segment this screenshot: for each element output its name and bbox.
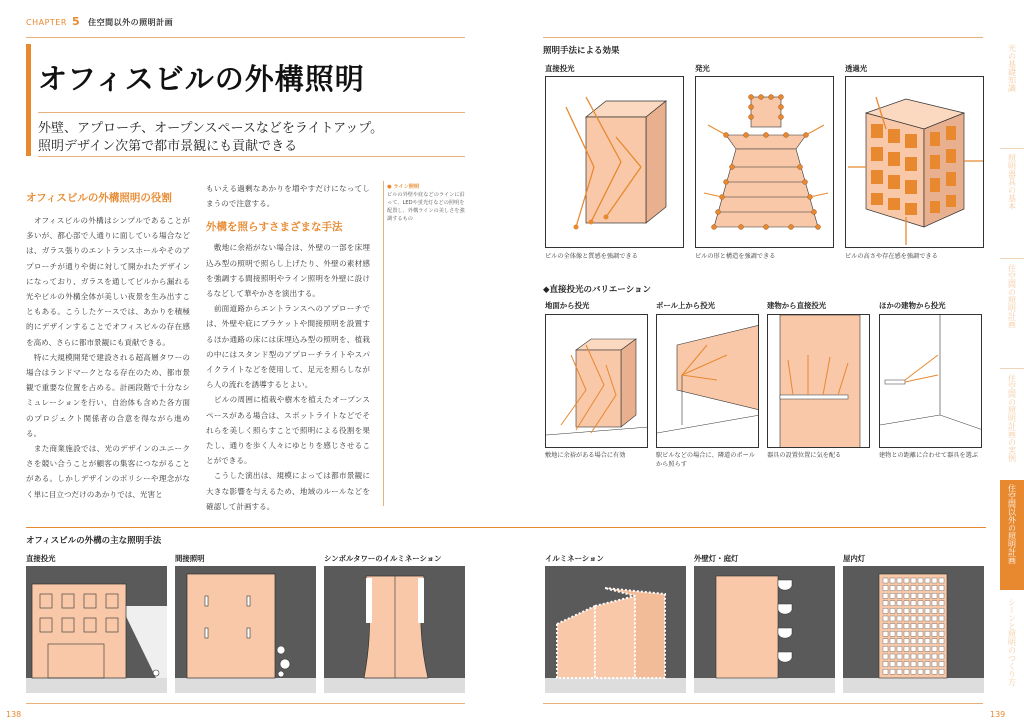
window-cell	[939, 654, 944, 659]
window-cell	[939, 593, 944, 598]
section-methods-para-2: 前面道路からエントランスへのアプローチでは、外壁や庇にブラケットや間接照明を設置するほか通路の床には床埋込み型の照明を、植栽の中にはスタンド型のアプローチライトやスパイクライトなどを使用して、足元を照らしながら人の流れを誘導するとよい。	[206, 304, 370, 390]
window-cell	[925, 616, 930, 621]
window-cell	[939, 639, 944, 644]
window-cell	[918, 601, 923, 606]
side-tab-5[interactable]: 住空間以外の照明計画	[1000, 480, 1024, 590]
footer-rule-right	[543, 703, 983, 704]
window-cell	[890, 616, 895, 621]
method-indoor-label: 屋内灯	[843, 554, 866, 563]
window-cell	[932, 601, 937, 606]
side-tab-sep	[1000, 148, 1024, 149]
window-cell	[911, 578, 916, 583]
lead-text	[38, 120, 383, 156]
window-cell	[932, 654, 937, 659]
chapter-word: CHAPTER	[26, 18, 67, 27]
window-cell	[904, 662, 909, 667]
effect-glow-illustration	[695, 76, 834, 248]
effects-heading: 照明手法による効果	[543, 46, 620, 56]
window-cell	[897, 646, 902, 651]
window-cell	[918, 639, 923, 644]
right-header-rule	[543, 37, 983, 38]
variation-pole-caption: 駅ビルなどの場合に、隣道のポールから照らす	[656, 452, 755, 468]
window-cell	[939, 586, 944, 591]
window-cell	[890, 631, 895, 636]
section-role-para-3: また商業施設では、光のデザインのユニークさを競い合うことが顧客の集客につながることがある。しかしデザインのポリシーや理念がなく単に目立つだけのあかりでは、光害と	[26, 444, 190, 499]
window-cell	[890, 593, 895, 598]
window-cell	[904, 593, 909, 598]
window-cell	[911, 639, 916, 644]
section-methods-para-3: ビルの周囲に植栽や樹木を植えたオープンスペースがある場合は、スポットライトなどでそれらを美しく照らすことで照明による役割を果たし、通りを歩く人々にゆとりを感じさせることができる。	[206, 395, 370, 466]
window-cell	[911, 646, 916, 651]
effect-glow-label: 発光	[695, 64, 710, 73]
window-cell	[897, 593, 902, 598]
side-tab-2[interactable]: 照明器具の基本	[1007, 154, 1017, 210]
window-cell	[890, 624, 895, 629]
lead-rule	[38, 156, 465, 157]
window-cell	[939, 578, 944, 583]
window-cell	[911, 601, 916, 606]
window-cell	[939, 662, 944, 667]
window-cell	[925, 601, 930, 606]
window-cell	[904, 654, 909, 659]
window-cell	[925, 586, 930, 591]
window-cell	[883, 624, 888, 629]
window-cell	[932, 593, 937, 598]
section-methods-para-1: 敷地に余裕がない場合は、外壁の一部を床埋込み型の照明で照らし上げたり、外壁の素材感を強調する間接照明やライン照明を外壁に設けるなどして華やかさを演出する。	[206, 243, 370, 299]
method-tower-label: シンボルタワーのイルミネーション	[324, 554, 442, 563]
window-cell	[890, 608, 895, 613]
method-indirect-label: 間接照明	[175, 554, 205, 563]
side-tab-1[interactable]: 光の基礎知識	[1007, 44, 1017, 92]
window-cell	[932, 646, 937, 651]
window-cell	[897, 662, 902, 667]
window-cell	[897, 601, 902, 606]
window-cell	[897, 631, 902, 636]
method-direct-label: 直接投光	[26, 554, 56, 563]
section-methods-intro: もいえる過剰なあかりを増やすだけになってしまうので注意する。	[206, 184, 370, 209]
window-cell	[904, 601, 909, 606]
window-cell	[904, 586, 909, 591]
window-cell	[925, 639, 930, 644]
section-methods	[206, 181, 370, 514]
window-cell	[925, 593, 930, 598]
window-cell	[890, 646, 895, 651]
window-cell	[911, 593, 916, 598]
window-cell	[890, 586, 895, 591]
window-cell	[904, 616, 909, 621]
side-note-title: ● ライン照明	[387, 184, 420, 190]
method-tower-illustration	[324, 566, 465, 693]
window-cell	[932, 578, 937, 583]
window-cell	[883, 631, 888, 636]
window-cell	[890, 601, 895, 606]
window-cell	[939, 616, 944, 621]
window-cell	[904, 639, 909, 644]
chapter-label	[26, 15, 173, 28]
method-indirect-illustration	[175, 566, 316, 693]
window-cell	[883, 662, 888, 667]
window-cell	[925, 654, 930, 659]
section-methods-para-4: こうした演出は、規模によっては都市景観に大きな影響を与えるため、地域のルールなどを確認して計画する。	[206, 471, 370, 511]
window-cell	[925, 608, 930, 613]
window-cell	[911, 669, 916, 674]
page-number-left: 138	[6, 710, 22, 719]
window-cell	[932, 616, 937, 621]
window-cell	[918, 616, 923, 621]
method-wall-light-label: 外壁灯・庭灯	[694, 554, 739, 563]
window-cell	[897, 578, 902, 583]
window-cell	[918, 578, 923, 583]
section-role-heading: オフィスビルの外構照明の役割	[26, 192, 172, 204]
window-cell	[911, 608, 916, 613]
window-cell	[897, 639, 902, 644]
window-cell	[897, 608, 902, 613]
effect-transmit-label: 透過光	[845, 64, 868, 73]
window-cell	[897, 616, 902, 621]
effect-transmit-illustration	[845, 76, 984, 248]
effect-transmit-caption: ビルの高さや存在感を強調できる	[845, 253, 938, 260]
window-cell	[918, 631, 923, 636]
page-title: オフィスビルの外構照明	[38, 62, 365, 96]
window-cell	[883, 616, 888, 621]
window-cell	[932, 669, 937, 674]
effect-direct-caption: ビルの全体像と質感を強調できる	[545, 253, 638, 260]
side-tab-sep	[1000, 368, 1024, 369]
window-cell	[918, 593, 923, 598]
window-cell	[925, 669, 930, 674]
window-cell	[939, 669, 944, 674]
section-role	[26, 190, 190, 502]
section-role-para-1: オフィスビルの外構はシンプルであることが多いが、都心部で人通りに面している場合などは、ガラス張りのエントランスホールやそのアプローチが通りや街に対して開かれたデザインになっており、ガラスを通してビルから漏れる光やビルの外構全体が美しい夜景を生み出すこともある。こうしたケースでは、あかりを積極的にデザインすることでオフィスビルの存在感を高め、さらに都市景観にも貢献できる。	[26, 216, 190, 347]
variation-ground-illustration	[545, 314, 648, 448]
side-tab-sep	[1000, 258, 1024, 259]
title-accent-bar	[26, 44, 31, 156]
window-cell	[883, 593, 888, 598]
window-cell	[904, 646, 909, 651]
window-cell	[911, 616, 916, 621]
effect-direct-label: 直接投光	[545, 64, 575, 73]
side-tab-4[interactable]: 住空間の照明計画の実例	[1007, 374, 1017, 462]
section-role-para-2: 特に大規模開発で建設される超高層タワーの場合はランドマークとなる存在のため、都市景観で重要な位置を占める。計画段階で十分なシミュレーションを行い、自治体も含めた各方面のプロジェクト関係者の合意を得ながら進める。	[26, 352, 190, 438]
window-cell	[890, 639, 895, 644]
footer-rule-left	[26, 703, 465, 704]
window-cell	[911, 586, 916, 591]
window-cell	[911, 654, 916, 659]
side-note-text: ビルの外壁や庇などのラインに沿って、LEDや蛍光灯などの照明を配置し、外構ラインの美しさを強調するもの	[387, 192, 465, 222]
lead-line-1: 外壁、アプローチ、オープンスペースなどをライトアップ。	[38, 121, 384, 136]
side-note	[387, 183, 469, 223]
window-cell	[918, 654, 923, 659]
window-cell	[897, 654, 902, 659]
effect-glow-caption: ビルの形と構造を強調できる	[695, 253, 776, 260]
window-cell	[918, 624, 923, 629]
side-tab-3[interactable]: 住空間の照明計画	[1007, 264, 1017, 328]
window-cell	[932, 586, 937, 591]
window-cell	[897, 624, 902, 629]
window-cell	[911, 631, 916, 636]
window-cell	[925, 631, 930, 636]
variation-other-label: ほかの建物から投光	[879, 301, 946, 310]
variation-building-caption: 器具の設置位置に気を配る	[767, 452, 842, 459]
window-cell	[939, 624, 944, 629]
effect-direct-illustration	[545, 76, 684, 248]
window-cell	[890, 654, 895, 659]
chapter-number: 5	[71, 15, 81, 28]
window-cell	[883, 654, 888, 659]
header-rule	[26, 37, 465, 38]
window-cell	[939, 601, 944, 606]
window-cell	[932, 631, 937, 636]
window-cell	[939, 646, 944, 651]
column-divider	[383, 181, 384, 506]
window-cell	[883, 601, 888, 606]
window-cell	[883, 586, 888, 591]
window-cell	[890, 578, 895, 583]
window-cell	[904, 669, 909, 674]
method-illumination-label: イルミネーション	[545, 554, 604, 563]
variations-heading: ◆直接投光のバリエーション	[543, 285, 652, 295]
window-cell	[932, 608, 937, 613]
method-wall-light-illustration	[694, 566, 835, 693]
side-tab-6[interactable]: シーンと照明のつくり方	[1007, 598, 1017, 686]
variation-pole-illustration	[656, 314, 759, 448]
variation-other-caption: 建物との距離に合わせて器具を選ぶ	[879, 452, 978, 459]
window-cell	[925, 662, 930, 667]
method-illumination-illustration	[545, 566, 686, 693]
title-rule	[38, 112, 465, 113]
methods-heading: オフィスビルの外構の主な照明手法	[26, 536, 162, 546]
window-cell	[904, 578, 909, 583]
window-cell	[897, 586, 902, 591]
window-cell	[939, 631, 944, 636]
window-cell	[918, 586, 923, 591]
window-cell	[883, 639, 888, 644]
window-cell	[918, 669, 923, 674]
window-cell	[925, 646, 930, 651]
window-cell	[883, 608, 888, 613]
methods-rule	[26, 527, 986, 528]
window-cell	[883, 578, 888, 583]
window-cell	[883, 669, 888, 674]
window-cell	[904, 624, 909, 629]
window-cell	[932, 662, 937, 667]
window-cell	[939, 608, 944, 613]
window-cell	[925, 578, 930, 583]
window-cell	[932, 624, 937, 629]
chapter-title: 住空間以外の照明計画	[88, 18, 174, 27]
variation-building-illustration	[767, 314, 870, 448]
method-indoor-illustration	[843, 566, 984, 693]
window-cell	[897, 669, 902, 674]
variation-building-label: 建物から直接投光	[767, 301, 827, 310]
window-cell	[911, 624, 916, 629]
variation-other-illustration	[879, 314, 982, 448]
window-cell	[890, 662, 895, 667]
window-cell	[918, 646, 923, 651]
window-cell	[925, 624, 930, 629]
window-cell	[904, 608, 909, 613]
window-cell	[918, 608, 923, 613]
variation-ground-label: 地面から投光	[545, 301, 590, 310]
window-cell	[904, 631, 909, 636]
page-number-right: 139	[990, 710, 1006, 719]
window-cell	[932, 639, 937, 644]
window-cell	[890, 669, 895, 674]
window-cell	[911, 662, 916, 667]
method-direct-illustration	[26, 566, 167, 693]
section-methods-heading: 外構を照らすさまざまな手法	[206, 221, 343, 234]
variation-ground-caption: 敷地に余裕がある場合に有効	[545, 452, 626, 459]
variation-pole-label: ポール上から投光	[656, 301, 715, 310]
window-cell	[883, 646, 888, 651]
lead-line-2: 照明デザイン次第で都市景観にも貢献できる	[38, 139, 298, 154]
window-cell	[918, 662, 923, 667]
